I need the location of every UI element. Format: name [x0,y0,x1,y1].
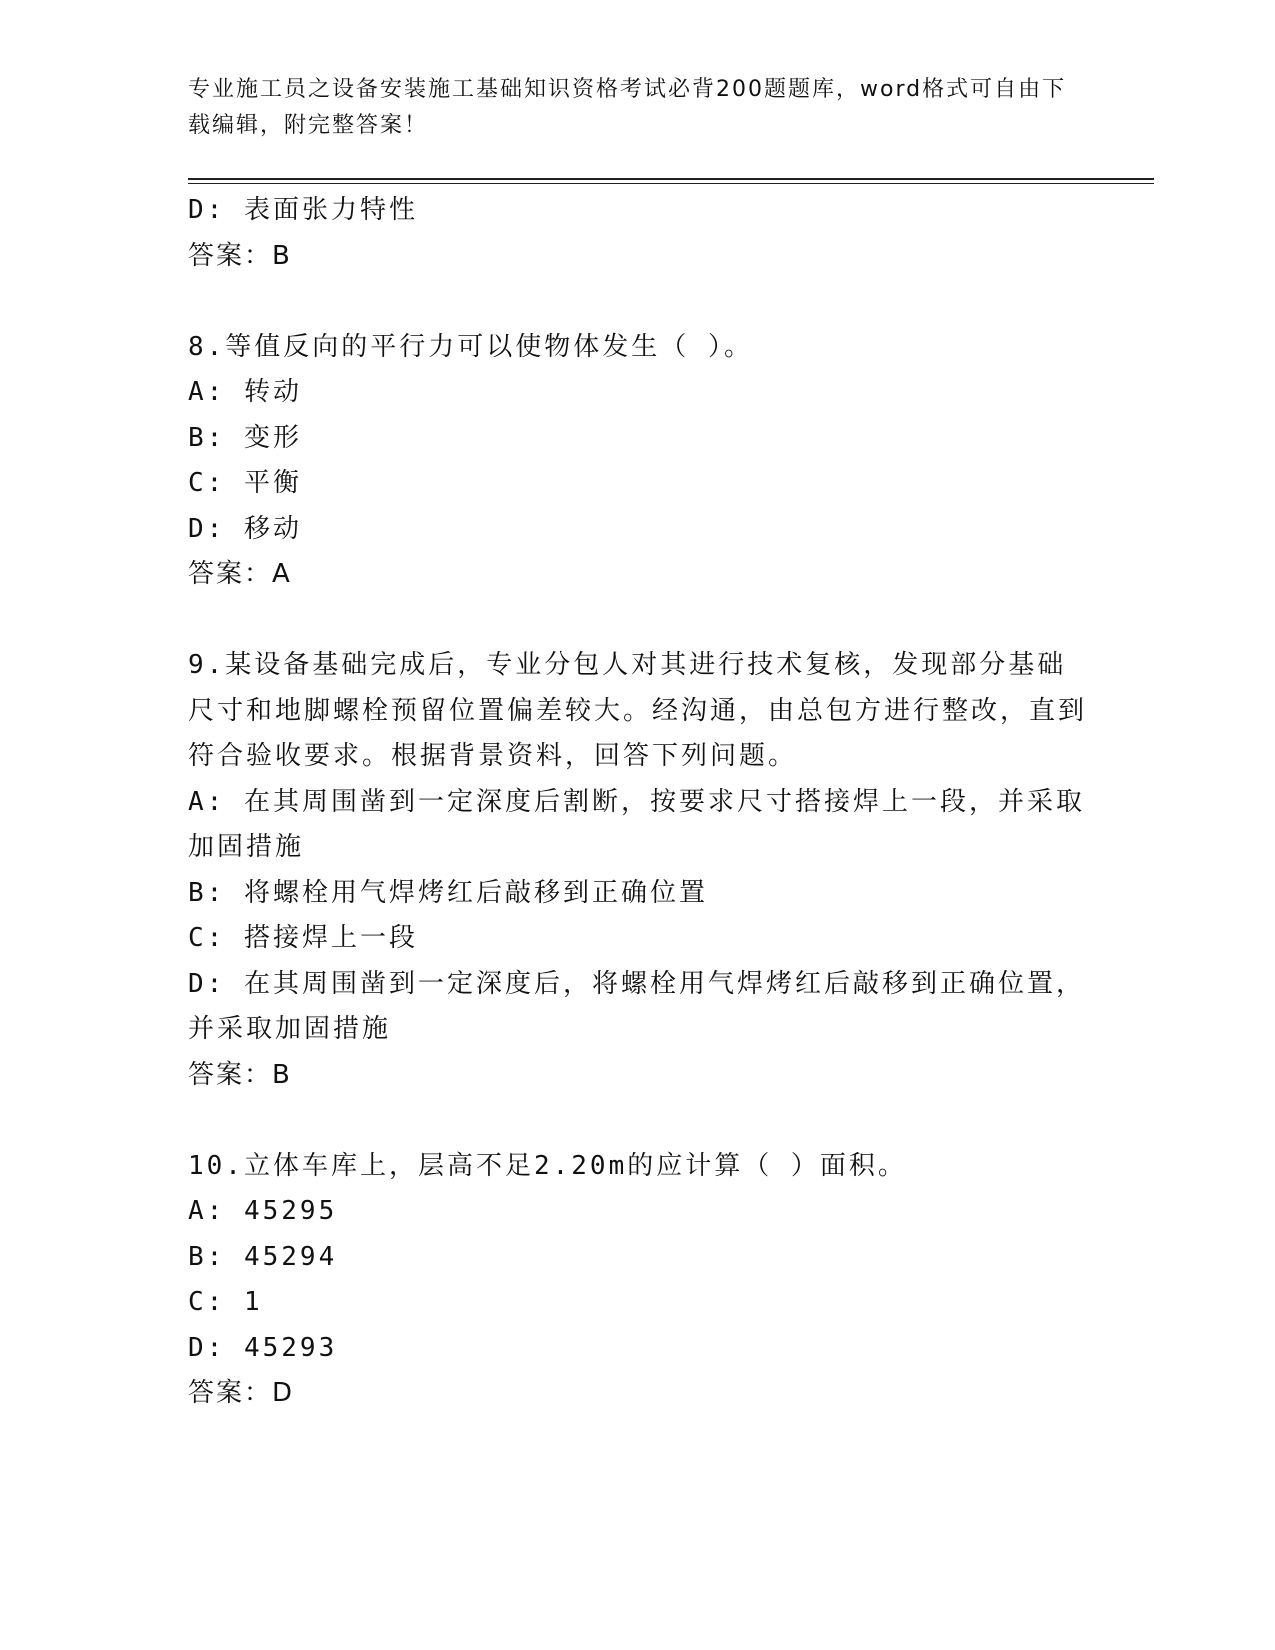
prev-question-block [188,188,1088,279]
document-header: 专业施工员之设备安装施工基础知识资格考试必背200题题库，word格式可自由下载编辑，附完整答案！ [188,77,1067,138]
option-c: C: 搭接焊上一段 [188,923,418,953]
answer-line: 答案：B [188,1059,292,1090]
option-b: B: 将螺栓用气焊烤红后敲移到正确位置 [188,877,708,908]
option-d: D: 45293 [188,1332,338,1363]
option-d: D: 表面张力特性 [188,195,418,225]
question-9 [188,643,1088,1098]
option-c: C: 1 [188,1287,263,1317]
question-10 [188,1144,1088,1417]
option-a: A: 45295 [188,1196,338,1226]
question-spacer [188,1098,1088,1144]
header-rule-thin [188,183,1154,184]
option-c: C: 平衡 [188,468,302,498]
option-a: A: 在其周围凿到一定深度后割断，按要求尺寸搭接焊上一段，并采取加固措施 [188,786,1085,862]
question-8 [188,325,1088,598]
question-spacer [188,279,1088,325]
option-b: B: 45294 [188,1241,338,1272]
option-d: D: 移动 [188,513,302,544]
answer-line: 答案：B [188,240,292,271]
question-stem: 8.等值反向的平行力可以使物体发生（ ）。 [188,331,753,362]
option-b: B: 变形 [188,422,302,453]
question-list [188,188,1088,1417]
answer-line: 答案：A [188,559,292,589]
option-a: A: 转动 [188,377,302,407]
option-d: D: 在其周围凿到一定深度后，将螺栓用气焊烤红后敲移到正确位置，并采取加固措施 [188,968,1085,1044]
question-spacer [188,598,1088,644]
question-stem: 10.立体车库上，层高不足2.20m的应计算（ ）面积。 [188,1150,907,1181]
header-rule-thick [188,178,1154,180]
answer-line: 答案：D [188,1378,295,1408]
question-stem: 9.某设备基础完成后，专业分包人对其进行技术复核，发现部分基础尺寸和地脚螺栓预留位置偏差较大。经沟通，由总包方进行整改，直到符合验收要求。根据背景资料，回答下列问题。 [188,650,1088,771]
